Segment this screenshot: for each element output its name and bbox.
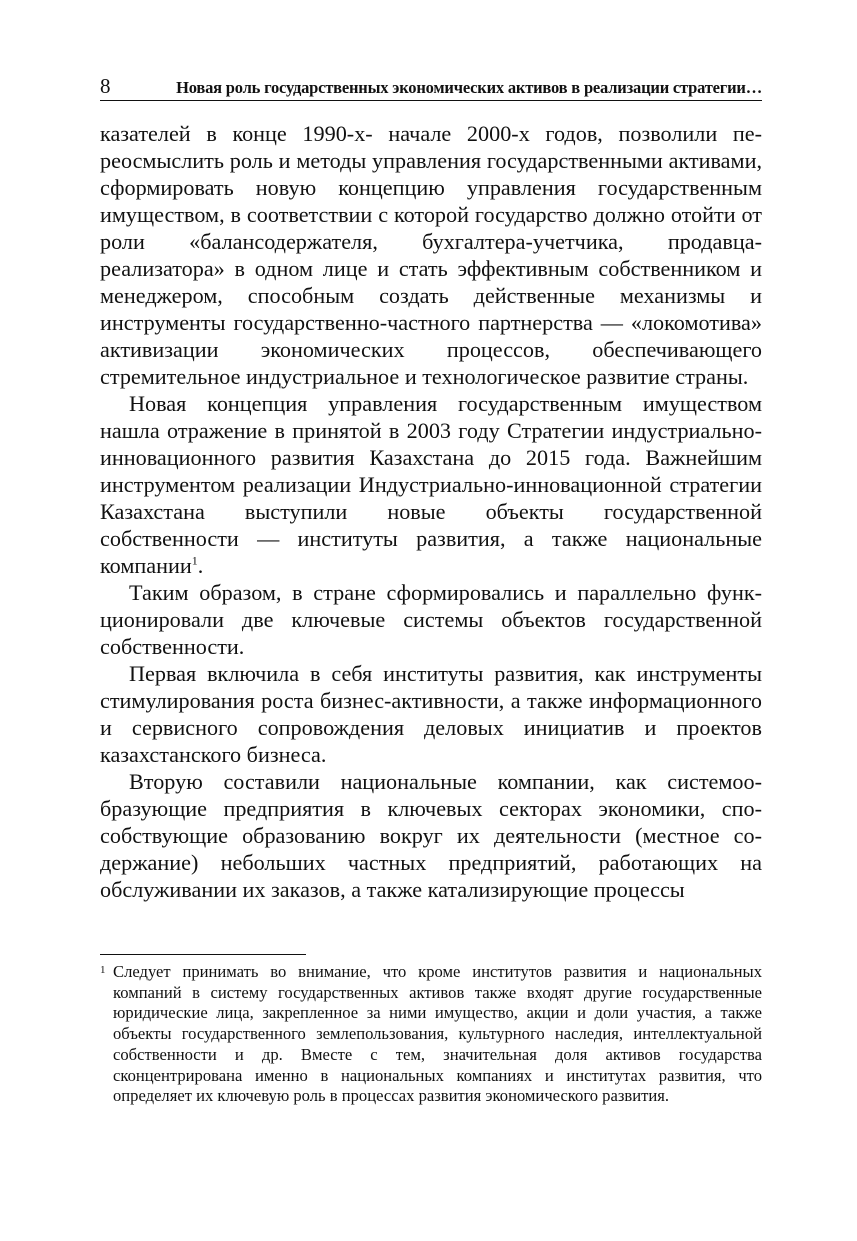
footnote-reference[interactable]: 1 (191, 553, 198, 568)
paragraph-1: казателей в конце 1990-х- начале 2000-х годов, позволили переосмыслить роль и методы управления государственными активами, сформировать новую концепцию управления государственным имуществом, в соответствии с которой государство должно отойти от роли «балансодержателя, бухгалтера-учетчика, продавца-реализатора» в одном лице и стать эффективным собственником и менеджером, способным создать действенные механизмы и инструменты государственно-частного партнерства — «локомотива» активизации экономических процессов, обеспечивающего стремительное индустриальное и технологическое развитие страны. (100, 121, 762, 389)
paragraph-2-end: . (197, 553, 204, 578)
page-number: 8 (100, 74, 111, 98)
footnote (100, 962, 762, 1107)
paragraph-2-text: Новая концепция управления государственным имуществом нашла отражение в принятой в 2003 году Стратегии индустриально-инновационного развития Казахстана до 2015 года. Важнейшим инструментом реализации Индустриально-инновационной стратегии Казахстана выступили новые объекты государственной собственности — институты развития, а также национальные компании (100, 391, 762, 578)
paragraph-2 (100, 390, 762, 579)
footnote-text: Следует принимать во внимание, что кроме институтов развития и национальных компаний в систему государственных активов также входят другие государственные юридические лица, закрепленное за ними имущество, акции и доли участия, а также объекты государственного землепользования, культурного наследия, интеллектуальной собственности и др. Вместе с тем, значительная доля активов государства сконцентрирована именно в национальных компаниях и институтах развития, что определяет их ключевую роль в процессах развития экономического развития. (113, 962, 762, 1106)
paragraph-4: Первая включила в себя институты развития, как инструменты стимулирования роста бизнес-активности, а также информационного и сервисного сопровождения деловых инициатив и проектов казахстанского бизнеса. (100, 661, 762, 767)
running-header (100, 72, 762, 101)
main-text (100, 120, 762, 903)
paragraph-3: Таким образом, в стране сформировались и параллельно функционировали две ключевые системы объектов государственной собственности. (100, 580, 762, 659)
paragraph-5: Вторую составили национальные компании, как системообразующие предприятия в ключевых секторах экономики, способствующие образованию вокруг их деятельности (местное содержание) небольших частных предприятий, работающих на обслуживании их заказов, а также катализирующие процессы (100, 769, 762, 902)
running-title: Новая роль государственных экономических активов в реализации стратегии… (176, 78, 762, 97)
footnote-separator (100, 954, 306, 955)
footnote-number: 1 (100, 964, 106, 976)
